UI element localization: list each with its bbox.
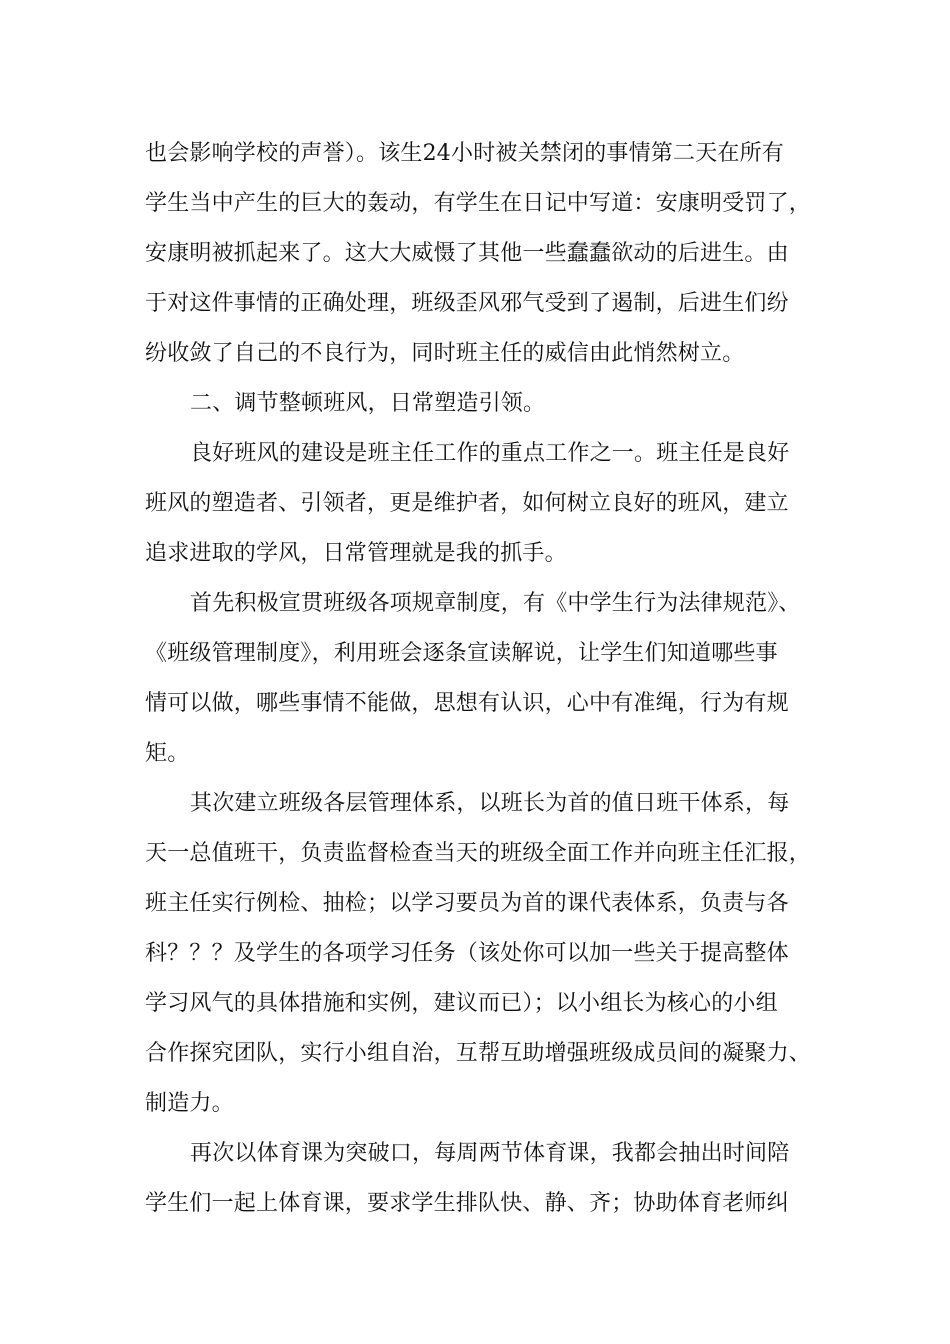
text-line-14: 其次建立班级各层管理体系，以班长为首的值日班干体系，每 xyxy=(190,791,790,816)
text-line-8: 班风的塑造者、引领者，更是维护者，如何树立良好的班风，建立 xyxy=(145,491,789,516)
section-heading: 二、调节整顿班风，日常塑造引领。 xyxy=(190,391,546,416)
text-line-21: 再次以体育课为突破口，每周两节体育课，我都会抽出时间陪 xyxy=(190,1141,790,1166)
text-line-18: 学习风气的具体措施和实例，建议而已）；以小组长为核心的小组 xyxy=(145,991,778,1016)
text-line-20: 制造力。 xyxy=(145,1091,234,1116)
text-line-13: 矩。 xyxy=(145,741,190,766)
text-line-15: 天一总值班干，负责监督检查当天的班级全面工作并向班主任汇报， xyxy=(145,841,812,866)
text-line-2: 学生当中产生的巨大的轰动，有学生在日记中写道：安康明受罚了， xyxy=(145,191,812,216)
text-line-5: 纷收敛了自己的不良行为，同时班主任的威信由此悄然树立。 xyxy=(145,341,745,366)
text-line-17: 科？？？及学生的各项学习任务（该处你可以加一些关于提高整体 xyxy=(145,941,789,966)
text-line-10: 首先积极宣贯班级各项规章制度，有《中学生行为法律规范》、 xyxy=(190,591,801,616)
text-line-7: 良好班风的建设是班主任工作的重点工作之一。班主任是良好 xyxy=(190,441,790,466)
text-line-22: 学生们一起上体育课，要求学生排队快、静、齐；协助体育老师纠 xyxy=(145,1191,789,1216)
text-line-4: 于对这件事情的正确处理，班级歪风邪气受到了遏制，后进生们纷 xyxy=(145,291,789,316)
text-line-12: 情可以做，哪些事情不能做，思想有认识，心中有准绳，行为有规 xyxy=(145,691,789,716)
text-line-1: 也会影响学校的声誉）。该生24小时被关禁闭的事情第二天在所有 xyxy=(145,141,784,166)
text-line-11: 《班级管理制度》，利用班会逐条宣读解说，让学生们知道哪些事 xyxy=(145,641,778,666)
text-line-19: 合作探究团队，实行小组自治，互帮互助增强班级成员间的凝聚力、 xyxy=(145,1041,812,1066)
text-line-16: 班主任实行例检、抽检；以学习要员为首的课代表体系，负责与各 xyxy=(145,891,789,916)
text-line-9: 追求进取的学风，日常管理就是我的抓手。 xyxy=(145,541,567,566)
text-line-3: 安康明被抓起来了。这大大威慑了其他一些蠢蠢欲动的后进生。由 xyxy=(145,241,789,266)
